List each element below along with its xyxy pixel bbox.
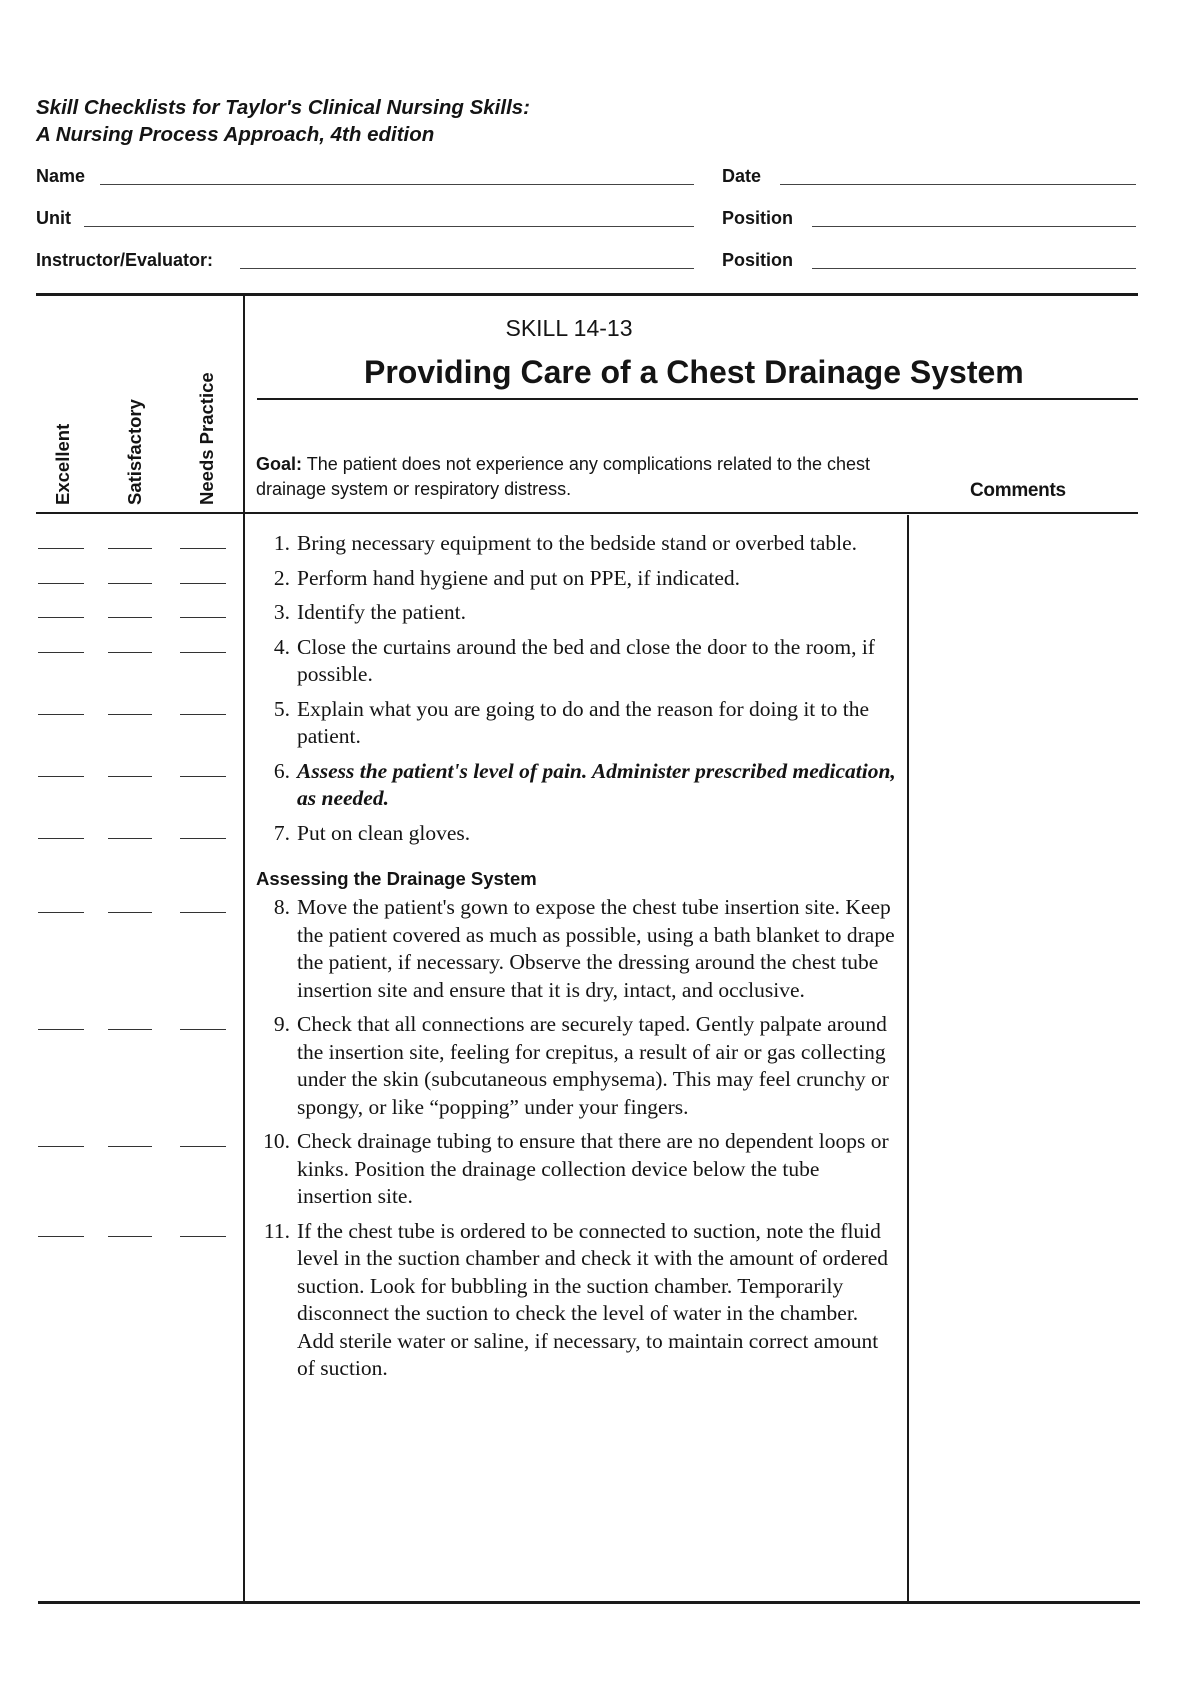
rating-blank-excellent-step-5[interactable] <box>38 714 84 715</box>
step-9: 9. Check that all connections are securely taped. Gently palpate around the insertion site, feeling for crepitus, a result of air or gas collecting under the skin (subcutaneous emphysema). This may feel crunchy or spongy, or like “popping” under your fingers. <box>273 1012 889 1119</box>
rating-blank-needs-practice-step-5[interactable] <box>180 714 226 715</box>
instructor-field[interactable] <box>240 268 694 269</box>
book-title-line1: Skill Checklists for Taylor's Clinical Nursing Skills: <box>36 96 530 119</box>
rating-blank-needs-practice-step-6[interactable] <box>180 776 226 777</box>
header-bottom-rule <box>36 512 1138 514</box>
rating-blank-needs-practice-step-7[interactable] <box>180 838 226 839</box>
rating-blank-excellent-step-3[interactable] <box>38 617 84 618</box>
rating-blank-needs-practice-step-10[interactable] <box>180 1146 226 1147</box>
position2-field[interactable] <box>812 268 1136 269</box>
rating-blank-needs-practice-step-4[interactable] <box>180 652 226 653</box>
step-6: 6. Assess the patient's level of pain. Administer prescribed medication, as needed. <box>273 758 896 810</box>
rating-blank-excellent-step-11[interactable] <box>38 1236 84 1237</box>
skill-title: Providing Care of a Chest Drainage System <box>364 354 1024 390</box>
rating-blank-satisfactory-step-1[interactable] <box>108 548 152 549</box>
step-11: 11. If the chest tube is ordered to be connected to suction, note the fluid level in the suction chamber and check it with the amount of ordered suction. Look for bubbling in the suction chamber. Temporarily disconnect the suction to check the level of water in the chamber. Add sterile water or saline, if necessary, to maintain correct amount of suction. <box>263 1218 889 1380</box>
step-2: 2. Perform hand hygiene and put on PPE, if indicated. <box>273 565 741 590</box>
book-title <box>36 94 530 148</box>
rating-blank-satisfactory-step-6[interactable] <box>108 776 152 777</box>
comments-column-divider <box>907 515 909 1603</box>
unit-field[interactable] <box>84 226 694 227</box>
rating-blank-excellent-step-6[interactable] <box>38 776 84 777</box>
column-needs-practice: Needs Practice <box>196 372 217 505</box>
rating-blank-excellent-step-7[interactable] <box>38 838 84 839</box>
name-label: Name <box>36 166 86 186</box>
goal-text: The patient does not experience any complications related to the chest drainage system or respiratory distress. <box>256 454 871 499</box>
rating-blank-satisfactory-step-10[interactable] <box>108 1146 152 1147</box>
steps-list <box>258 530 898 1383</box>
goal <box>256 452 896 502</box>
rating-blank-satisfactory-step-5[interactable] <box>108 714 152 715</box>
table-top-rule <box>36 293 1138 296</box>
step-5: 5. Explain what you are going to do and the reason for doing it to the patient. <box>273 696 870 748</box>
table-bottom-rule <box>38 1601 1140 1604</box>
step-4: 4. Close the curtains around the bed and close the door to the room, if possible. <box>273 634 875 686</box>
rating-blank-excellent-step-10[interactable] <box>38 1146 84 1147</box>
comments-header: Comments <box>970 480 1066 501</box>
rating-blank-needs-practice-step-2[interactable] <box>180 583 226 584</box>
rating-blank-needs-practice-step-3[interactable] <box>180 617 226 618</box>
position-label: Position <box>722 208 793 228</box>
rating-blank-needs-practice-step-11[interactable] <box>180 1236 226 1237</box>
rating-column-divider <box>243 293 245 1603</box>
date-field[interactable] <box>780 184 1136 185</box>
rating-blank-satisfactory-step-11[interactable] <box>108 1236 152 1237</box>
rating-blank-excellent-step-2[interactable] <box>38 583 84 584</box>
rating-blank-satisfactory-step-2[interactable] <box>108 583 152 584</box>
rating-blank-satisfactory-step-9[interactable] <box>108 1029 152 1030</box>
column-satisfactory: Satisfactory <box>124 399 145 505</box>
rating-blank-satisfactory-step-8[interactable] <box>108 912 152 913</box>
rating-blank-excellent-step-1[interactable] <box>38 548 84 549</box>
rating-blank-satisfactory-step-4[interactable] <box>108 652 152 653</box>
rating-blank-excellent-step-9[interactable] <box>38 1029 84 1030</box>
step-10: 10. Check drainage tubing to ensure that there are no dependent loops or kinks. Position the drainage collection device below the tube insertion site. <box>263 1129 889 1208</box>
rating-blank-excellent-step-4[interactable] <box>38 652 84 653</box>
step-3: 3. Identify the patient. <box>273 600 466 624</box>
date-label: Date <box>722 166 762 186</box>
rating-blank-satisfactory-step-3[interactable] <box>108 617 152 618</box>
rating-blank-needs-practice-step-8[interactable] <box>180 912 226 913</box>
rating-blank-needs-practice-step-1[interactable] <box>180 548 226 549</box>
name-field[interactable] <box>100 184 694 185</box>
step-8: 8. Move the patient's gown to expose the chest tube insertion site. Keep the patient covered as much as possible, using a bath blanket to drape the patient, if necessary. Observe the dressing around the chest tube insertion site and ensure that it is dry, intact, and occlusive. <box>273 895 895 1002</box>
step-1: 1. Bring necessary equipment to the bedside stand or overbed table. <box>273 531 858 555</box>
step-7: 7. Put on clean gloves. <box>273 820 471 845</box>
rating-blank-satisfactory-step-7[interactable] <box>108 838 152 839</box>
position-field[interactable] <box>812 226 1136 227</box>
column-excellent: Excellent <box>52 423 73 505</box>
goal-label: Goal: <box>256 454 303 474</box>
title-underline <box>257 398 1138 400</box>
book-title-line2: A Nursing Process Approach, 4th edition <box>36 123 435 146</box>
instructor-label: Instructor/Evaluator: <box>36 250 214 270</box>
position2-label: Position <box>722 250 793 270</box>
skill-number: SKILL 14-13 <box>505 315 633 341</box>
section-heading: Assessing the Drainage System <box>256 868 537 889</box>
rating-blank-needs-practice-step-9[interactable] <box>180 1029 226 1030</box>
unit-label: Unit <box>36 208 71 228</box>
rating-blank-excellent-step-8[interactable] <box>38 912 84 913</box>
